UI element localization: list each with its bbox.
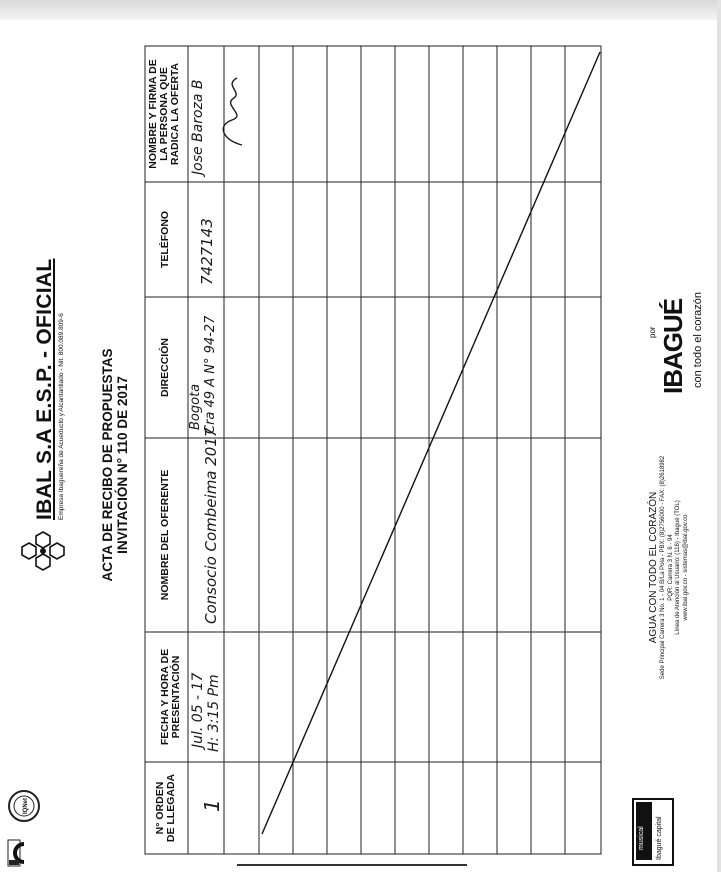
row1-address: Cra 49 A N° 94-27 [203,315,218,434]
header-order: N° ORDEN DE LLEGADA [154,773,177,843]
footer-contact [648,430,690,705]
title-line-2: INVITACIÓN N° 110 DE 2017 [115,376,130,554]
musical-label: musical [638,826,645,850]
footer-phone: Línea de Atención al Usuario: (116) - Ibagué (TOL) [675,500,681,635]
ibague-por: por [648,326,657,338]
footer-pqr: PQR: Carrera 3 N. 6 - 94 [667,534,674,601]
header-date: FECHA Y HORA DE PRESENTACIÓN [159,648,182,746]
scan-bottom-edge [237,864,467,874]
company-subtitle: Empresa Ibaguereña de Acueducto y Alcantarillado - Nit. 800.089.809-6 [58,313,65,520]
footer-address: Sede Principal Carrera 3 No. 1 - 04 B/La Pola - PBX: (8)2756000 - FAX: (8)2618982 [660,455,666,680]
row1-city: Bogota [188,383,203,430]
footer-web: www.ibal.gov.co - sistemas@ibal.gov.co [682,514,689,621]
row1-time: H: 3:15 Pm [206,674,222,752]
header-phone: TELÉFONO [159,210,171,269]
iqnet-label: IQNet [23,797,29,815]
ibague-wordmark: IBAGUÉ [658,298,688,394]
row1-date: Jul. 05 - 17 [190,672,206,748]
ibague-logo [648,278,712,398]
header-address: DIRECCIÓN [159,338,171,397]
ibague-tagline: con todo el corazón [692,291,704,388]
row1-phone: 7427143 [198,218,216,285]
header-signer: NOMBRE Y FIRMA DE LA PERSONA QUE RADICA LA OFERTA [147,59,181,169]
row1-signer: Jose Baroza B [190,79,206,175]
title-line-1: ACTA DE RECIBO DE PROPUESTAS [100,348,115,582]
musical-capital-logo [632,798,674,866]
signature-scribble-icon [212,70,252,150]
footer-slogan: AGUA CON TODO EL CORAZÓN [648,491,659,644]
capital-label: Ibagué capital [656,816,663,860]
company-name: IBAL S.A E.S.P. - OFICIAL [33,258,56,520]
row1-order: 1 [200,799,224,812]
row1-bidder: Consocio Combeima 2017 [202,427,220,624]
header-bidder: NOMBRE DEL OFERENTE [159,469,171,601]
cancellation-diagonal [262,52,600,834]
